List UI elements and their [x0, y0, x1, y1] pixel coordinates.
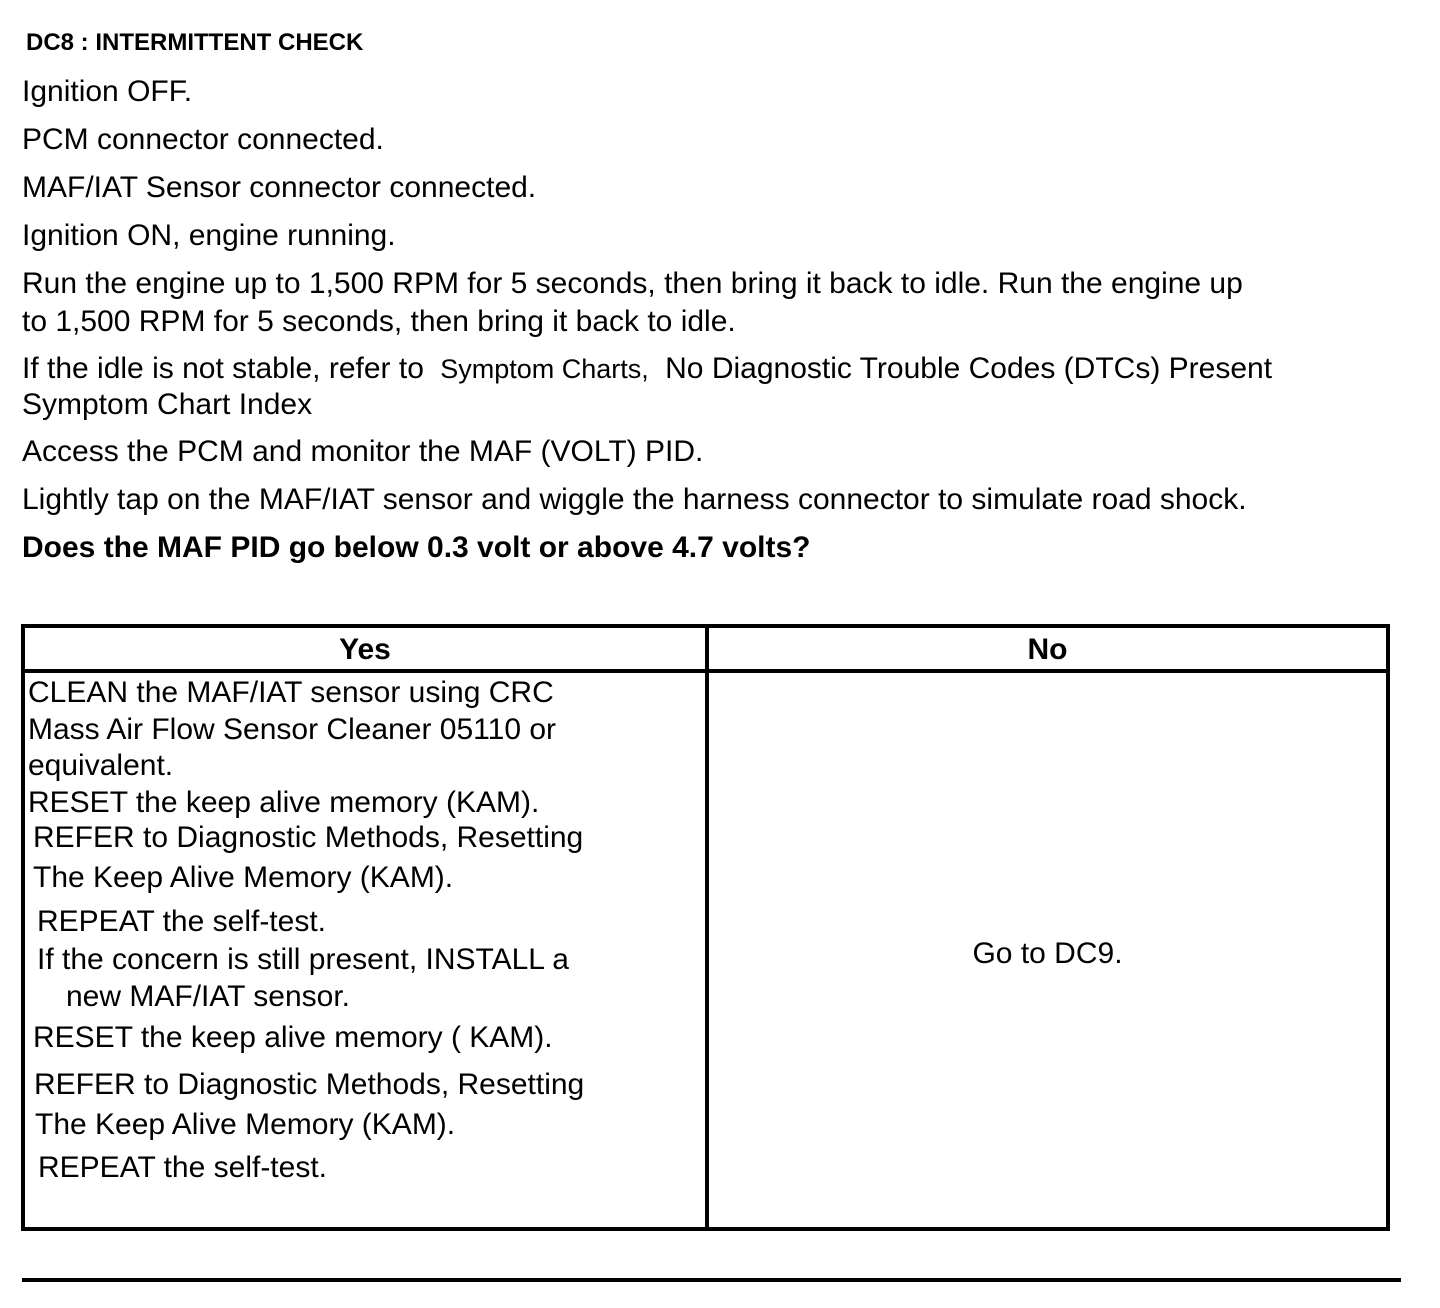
yes-line: The Keep Alive Memory (KAM). — [35, 1108, 456, 1141]
yes-line: If the concern is still present, INSTALL a — [37, 943, 569, 976]
step-maf-connector: MAF/IAT Sensor connector connected. — [22, 171, 537, 204]
yes-line: REPEAT the self-test. — [38, 1151, 327, 1184]
step-run-engine-line2: to 1,500 RPM for 5 seconds, then bring it back to idle. — [22, 305, 736, 338]
no-dtc-link[interactable]: No Diagnostic Trouble Codes (DTCs) Present — [665, 352, 1273, 385]
yes-line: REFER to Diagnostic Methods, Resetting — [34, 1068, 585, 1101]
no-header: No — [1027, 633, 1068, 666]
decision-table — [21, 624, 1390, 1231]
no-action: Go to DC9. — [972, 937, 1123, 970]
yes-line: RESET the keep alive memory (KAM). — [28, 786, 540, 819]
yes-line: new MAF/IAT sensor. — [66, 980, 350, 1013]
idle-note-prefix: If the idle is not stable, refer to — [22, 352, 424, 385]
column-divider — [705, 628, 709, 1227]
step-tap-sensor: Lightly tap on the MAF/IAT sensor and wiggle the harness connector to simulate road shock. — [22, 483, 1247, 516]
step-access-pcm: Access the PCM and monitor the MAF (VOLT) PID. — [22, 435, 704, 468]
page-title: DC8 : INTERMITTENT CHECK — [26, 29, 364, 56]
bottom-rule — [22, 1278, 1401, 1282]
decision-question: Does the MAF PID go below 0.3 volt or above 4.7 volts? — [22, 531, 811, 564]
step-ignition-on: Ignition ON, engine running. — [22, 219, 396, 252]
yes-line: The Keep Alive Memory (KAM). — [33, 861, 454, 894]
yes-line: equivalent. — [28, 749, 174, 782]
yes-line: REPEAT the self-test. — [37, 905, 326, 938]
symptom-charts-link[interactable]: Symptom Charts, — [440, 354, 649, 384]
yes-line: REFER to Diagnostic Methods, Resetting — [33, 821, 584, 854]
yes-header: Yes — [339, 633, 391, 666]
yes-line: Mass Air Flow Sensor Cleaner 05110 or — [28, 713, 557, 746]
idle-note-line2[interactable]: Symptom Chart Index — [22, 388, 313, 421]
yes-line: CLEAN the MAF/IAT sensor using CRC — [28, 676, 554, 709]
yes-line: RESET the keep alive memory ( KAM). — [33, 1021, 553, 1054]
step-pcm-connector: PCM connector connected. — [22, 123, 384, 156]
header-divider — [25, 669, 1386, 673]
step-ignition-off: Ignition OFF. — [22, 75, 193, 108]
idle-note-line1 — [22, 351, 1272, 387]
step-run-engine-line1: Run the engine up to 1,500 RPM for 5 seconds, then bring it back to idle. Run the engine up — [22, 267, 1243, 300]
